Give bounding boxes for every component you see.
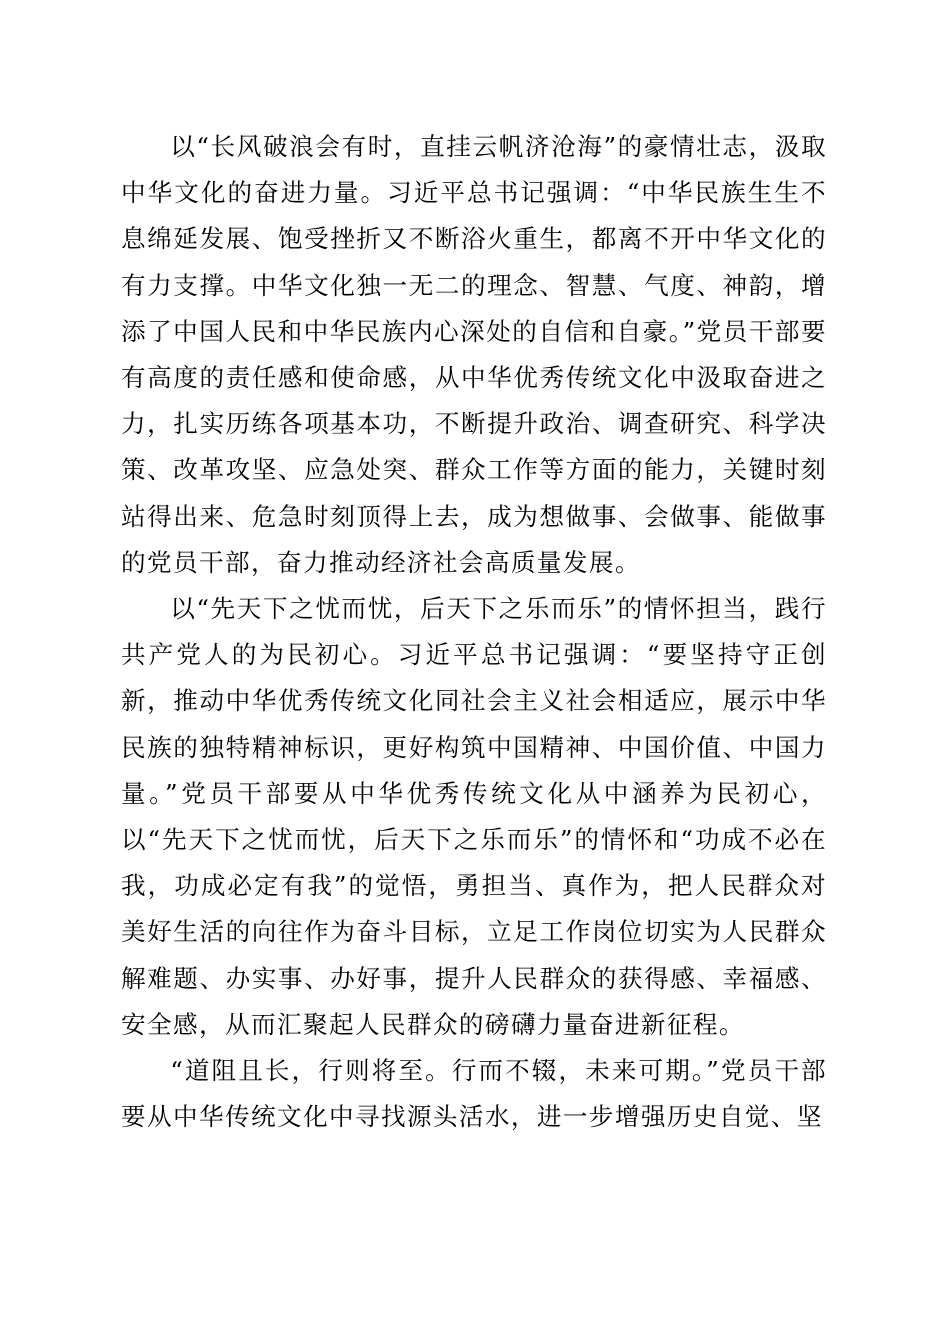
paragraph-3: “道阻且长，行则将至。行而不辍，未来可期。”党员干部要从中华传统文化中寻找源头活水，进一步增强历史自觉、坚 — [121, 1056, 827, 1132]
document-body — [121, 124, 827, 1140]
paragraph-1: 以“长风破浪会有时，直挂云帆济沧海”的豪情壮志，汲取中华文化的奋进力量。习近平总书记强调：“中华民族生生不息绵延发展、饱受挫折又不断浴火重生，都离不开中华文化的有力支撑。中华文化独一无二的理念、智慧、气度、神韵，增添了中国人民和中华民族内心深处的自信和自豪。”党员干部要有高度的责任感和使命感，从中华优秀传统文化中汲取奋进之力，扎实历练各项基本功，不断提升政治、调查研究、科学决策、改革攻坚、应急处突、群众工作等方面的能力，关键时刻站得出来、危急时刻顶得上去，成为想做事、会做事、能做事的党员干部，奋力推动经济社会高质量发展。 — [121, 132, 827, 577]
paragraph-2: 以“先天下之忧而忧，后天下之乐而乐”的情怀担当，践行共产党人的为民初心。习近平总书记强调：“要坚持守正创新，推动中华优秀传统文化同社会主义社会相适应，展示中华民族的独特精神标识，更好构筑中国精神、中国价值、中国力量。”党员干部要从中华优秀传统文化从中涵养为民初心，以“先天下之忧而忧，后天下之乐而乐”的情怀和“功成不必在我，功成必定有我”的觉悟，勇担当、真作为，把人民群众对美好生活的向往作为奋斗目标，立足工作岗位切实为人民群众解难题、办实事、办好事，提升人民群众的获得感、幸福感、安全感，从而汇聚起人民群众的磅礴力量奋进新征程。 — [121, 594, 827, 1039]
